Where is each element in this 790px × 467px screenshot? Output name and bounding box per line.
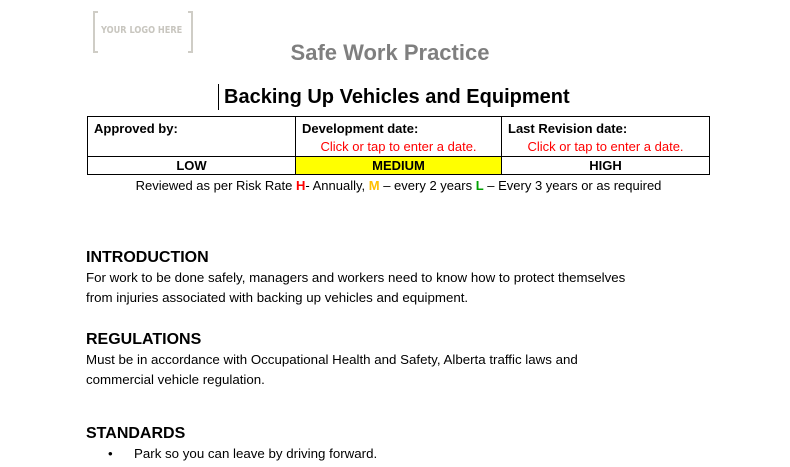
review-note-h: H <box>296 178 306 193</box>
standards-heading: STANDARDS <box>86 425 186 442</box>
development-date-cell <box>296 117 502 157</box>
review-note-m: M <box>368 178 380 193</box>
development-date-picker[interactable]: Click or tap to enter a date. <box>320 139 477 154</box>
introduction-body <box>86 268 726 307</box>
list-item <box>86 444 726 464</box>
review-note-prefix: Reviewed as per Risk Rate <box>135 178 296 193</box>
list-item-text: Park so you can leave by driving forward. <box>134 446 378 461</box>
regulations-body <box>86 350 726 389</box>
document-type <box>0 40 790 66</box>
logo-text: YOUR LOGO HERE <box>101 25 183 36</box>
regulations-line-1: Must be in accordance with Occupational Health and Safety, Alberta traffic laws and <box>86 352 578 367</box>
bullet-icon: • <box>108 446 113 461</box>
risk-level-row <box>88 157 710 175</box>
section-standards <box>86 424 726 464</box>
risk-level-high[interactable]: HIGH <box>502 157 710 175</box>
regulations-heading: REGULATIONS <box>86 331 202 348</box>
last-revision-date-picker[interactable]: Click or tap to enter a date. <box>527 139 684 154</box>
review-note <box>87 178 710 193</box>
section-regulations <box>86 330 726 389</box>
document-type-text: Safe Work Practice <box>290 40 490 65</box>
introduction-heading: INTRODUCTION <box>86 249 209 266</box>
document-meta-table <box>87 116 710 175</box>
development-date-label: Development date: <box>302 121 419 136</box>
standards-list <box>86 444 726 464</box>
regulations-line-2: commercial vehicle regulation. <box>86 371 265 387</box>
document-title[interactable]: Backing Up Vehicles and Equipment <box>218 84 570 110</box>
risk-level-low[interactable]: LOW <box>88 157 296 175</box>
introduction-line-1: For work to be done safely, managers and workers need to know how to protect themselves <box>86 270 626 285</box>
review-note-l-text: – Every 3 years or as required <box>483 178 662 193</box>
review-note-m-text: – every 2 years <box>379 178 476 193</box>
risk-level-medium[interactable]: MEDIUM <box>296 157 502 175</box>
approved-by-cell[interactable] <box>88 117 296 157</box>
introduction-line-2: from injuries associated with backing up vehicles and equipment. <box>86 289 469 305</box>
last-revision-date-cell <box>502 117 710 157</box>
approved-by-label: Approved by: <box>94 121 178 136</box>
last-revision-date-label: Last Revision date: <box>508 121 628 136</box>
review-note-h-text: - Annually, <box>305 178 369 193</box>
section-introduction <box>86 248 726 307</box>
review-note-l: L <box>475 178 484 193</box>
